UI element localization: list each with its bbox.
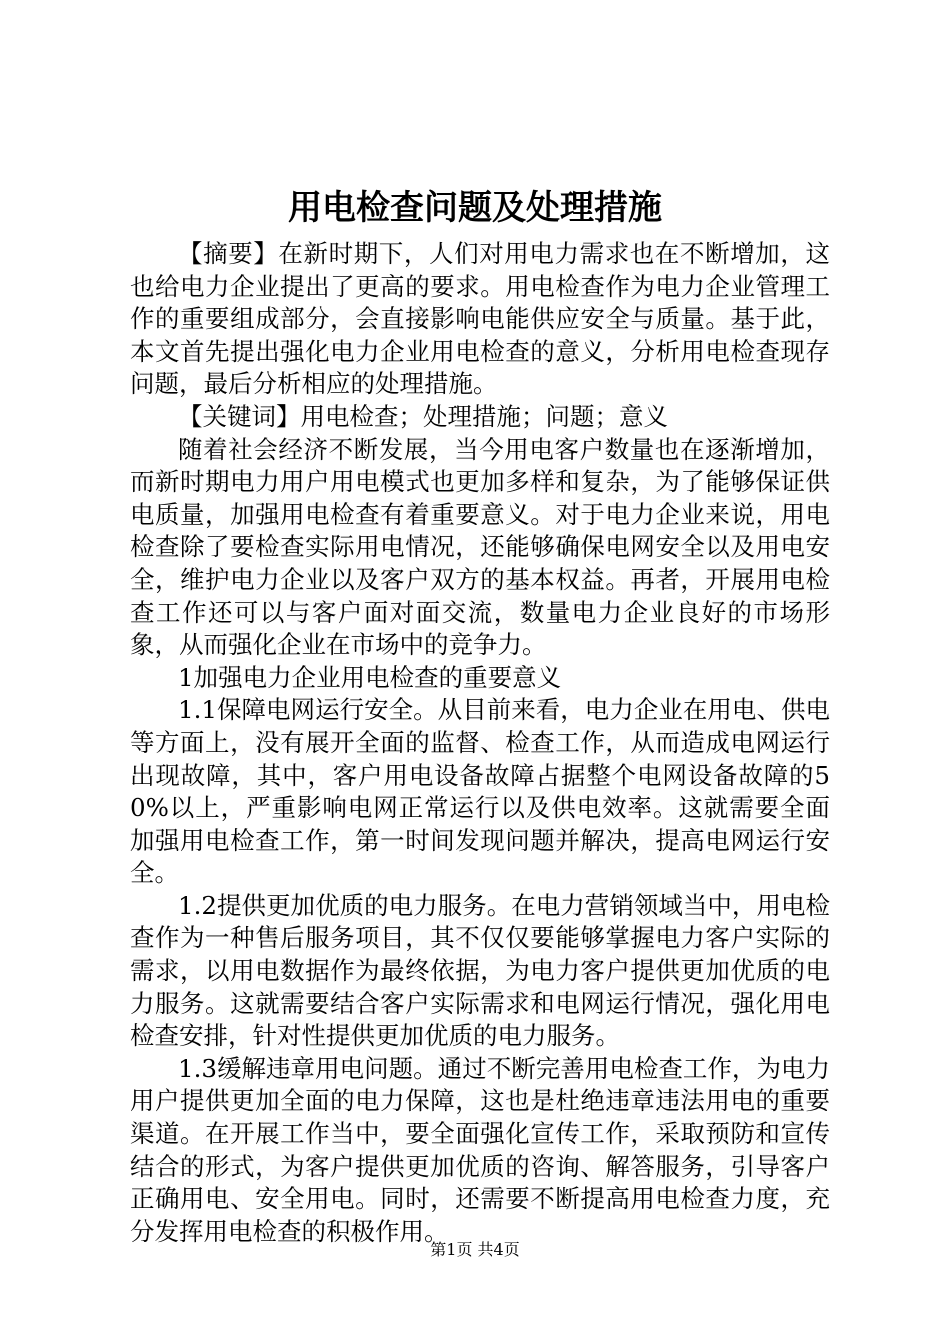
intro-paragraph: 随着社会经济不断发展，当今用电客户数量也在逐渐增加，而新时期电力用户用电模式也更加多样和复杂，为了能够保证供电质量，加强用电检查有着重要意义。对于电力企业来说，用电检查除了要检查实际用电情况，还能够确保电网安全以及用电安全，维护电力企业以及客户双方的基本权益。再者，开展用电检查工作还可以与客户面对面交流，数量电力企业良好的市场形象，从而强化企业在市场中的竞争力。 (130, 434, 830, 660)
section-1-1-paragraph: 1.1保障电网运行安全。从目前来看，电力企业在用电、供电等方面上，没有展开全面的监督、检查工作，从而造成电网运行出现故障，其中，客户用电设备故障占据整个电网设备故障的50%以上，严重影响电网正常运行以及供电效率。这就需要全面加强用电检查工作，第一时间发现问题并解决，提高电网运行安全。 (130, 695, 830, 888)
keywords-paragraph: 【关键词】用电检查；处理措施；问题；意义 (178, 401, 668, 431)
section-heading: 1加强电力企业用电检查的重要意义 (178, 662, 562, 692)
page-footer: 第1页 共4页 (430, 1240, 520, 1259)
document-body (130, 238, 830, 1248)
section-1-3-paragraph: 1.3缓解违章用电问题。通过不断完善用电检查工作，为电力用户提供更加全面的电力保障，这也是杜绝违章违法用电的重要渠道。在开展工作当中，要全面强化宣传工作，采取预防和宣传结合的形式，为客户提供更加优质的咨询、解答服务，引导客户正确用电、安全用电。同时，还需要不断提高用电检查力度，充分发挥用电检查的积极作用。 (130, 1053, 830, 1246)
section-1-2-paragraph: 1.2提供更加优质的电力服务。在电力营销领域当中，用电检查作为一种售后服务项目，其不仅仅要能够掌握电力客户实际的需求，以用电数据作为最终依据，为电力客户提供更加优质的电力服务。这就需要结合客户实际需求和电网运行情况，强化用电检查安排，针对性提供更加优质的电力服务。 (130, 890, 830, 1051)
abstract-paragraph: 【摘要】在新时期下，人们对用电力需求也在不断增加，这也给电力企业提出了更高的要求。用电检查作为电力企业管理工作的重要组成部分，会直接影响电能供应安全与质量。基于此，本文首先提出强化电力企业用电检查的意义，分析用电检查现存问题，最后分析相应的处理措施。 (130, 239, 830, 399)
document-title: 用电检查问题及处理措施 (288, 188, 662, 228)
